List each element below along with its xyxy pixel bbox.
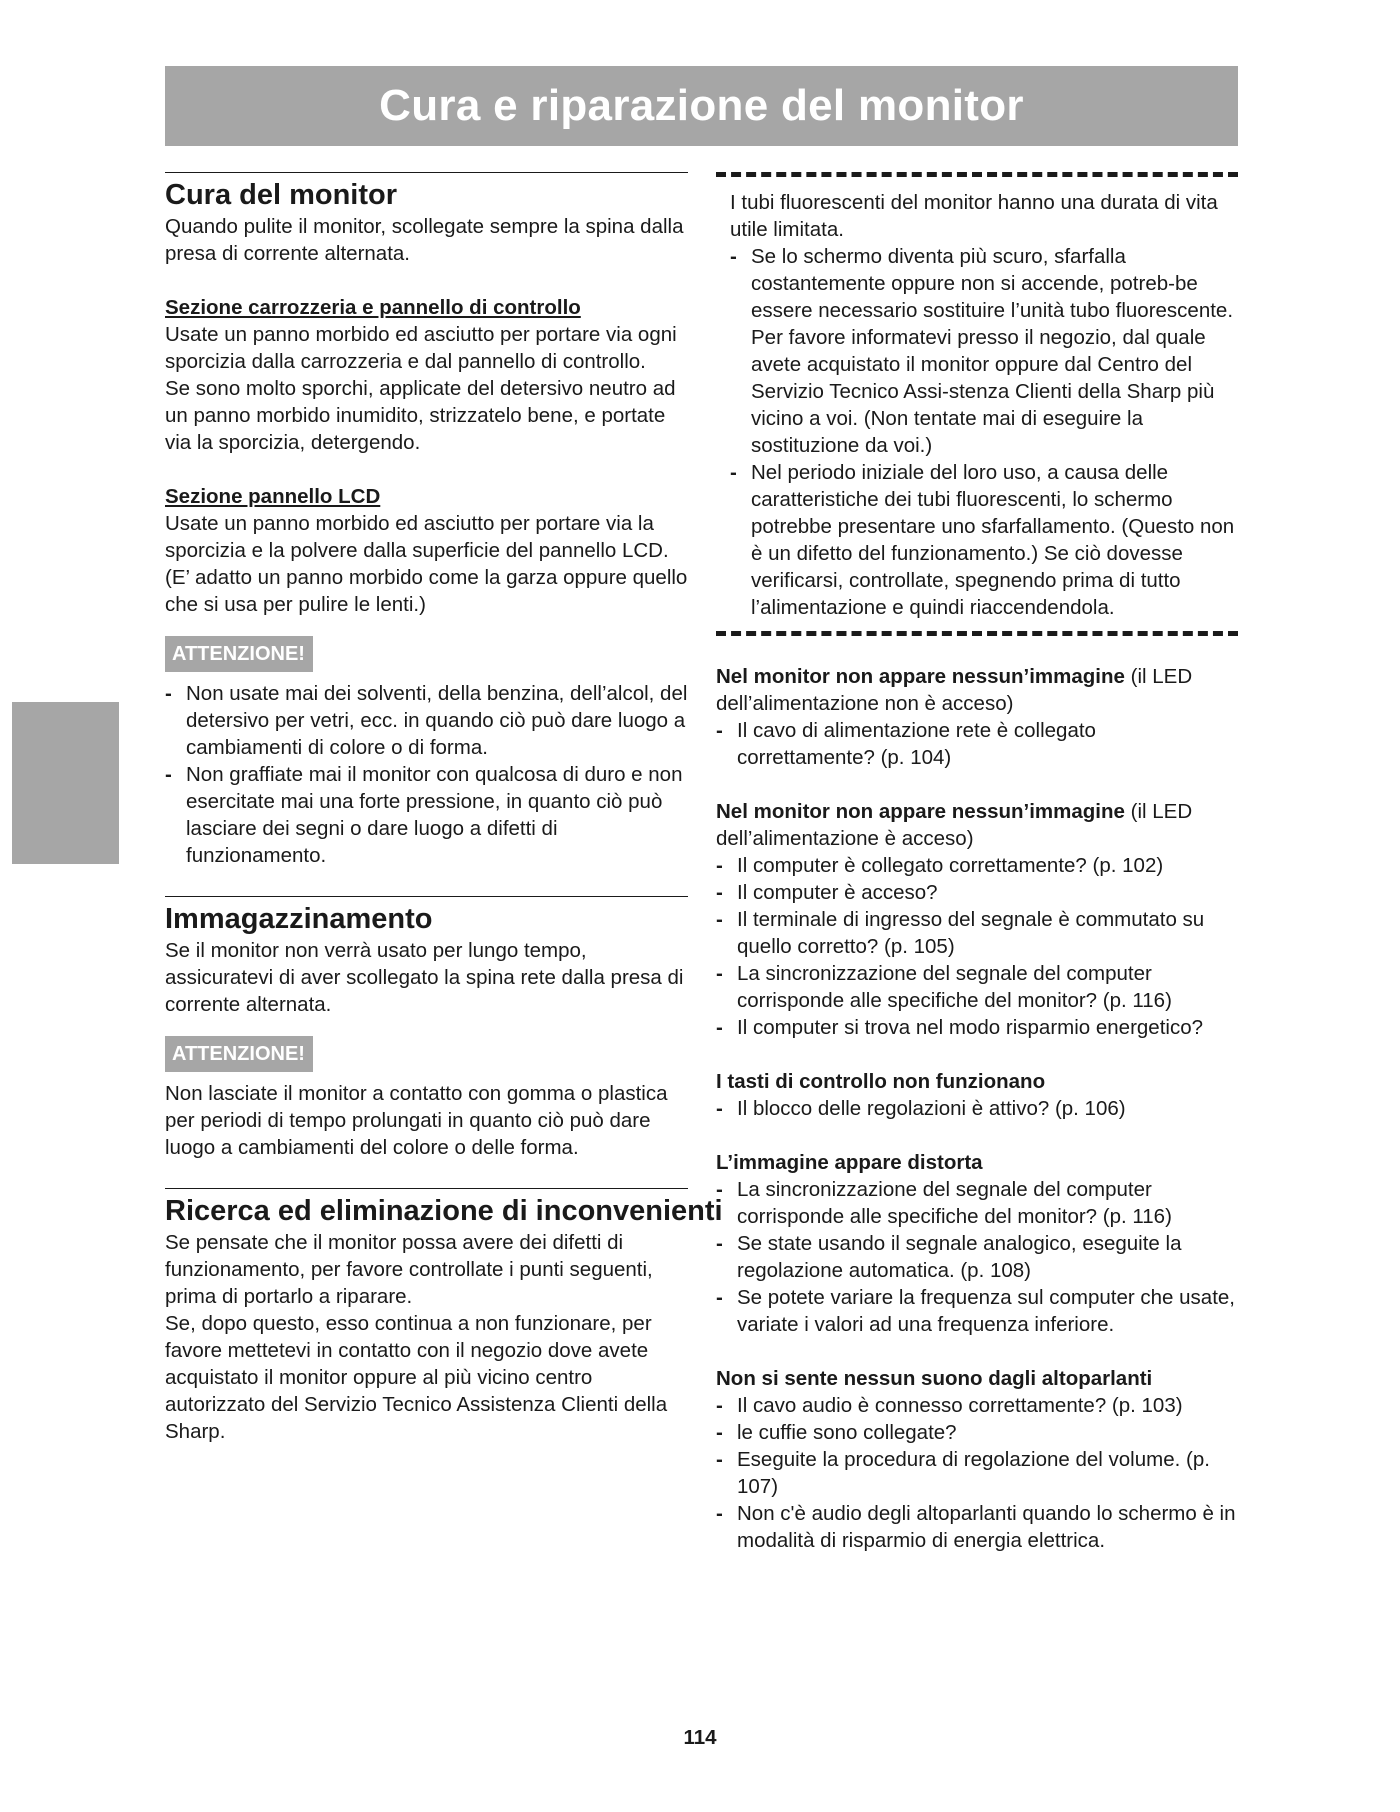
issue-block	[716, 663, 1238, 771]
issue-checklist	[716, 717, 1238, 771]
storage-heading: Immagazzinamento	[165, 903, 433, 935]
list-item: - Il blocco delle regolazioni è attivo? (p. 106)	[716, 1095, 1238, 1122]
issue-block	[716, 1365, 1238, 1554]
page-title: Cura e riparazione del monitor	[379, 81, 1024, 130]
list-item: - le cuffie sono collegate?	[716, 1419, 1238, 1446]
issue-block	[716, 1068, 1238, 1122]
troubleshooting-text-1: Se pensate che il monitor possa avere dei difetti di funzionamento, per favore controllate i punti seguenti, prima di portarlo a riparare.	[165, 1231, 653, 1308]
issue-checklist	[716, 1095, 1238, 1122]
troubleshooting-heading: Ricerca ed eliminazione di inconvenienti	[165, 1195, 723, 1227]
body-section-text-2: Se sono molto sporchi, applicate del detersivo neutro ad un panno morbido inumidito, strizzatelo bene, e portate via la sporcizia, detergendo.	[165, 377, 676, 454]
list-item: - Se potete variare la frequenza sul computer che usate, variate i valori ad una frequenza inferiore.	[716, 1284, 1238, 1338]
right-column	[716, 172, 1238, 1554]
issue-title: I tasti di controllo non funzionano	[716, 1070, 1046, 1093]
list-item: - La sincronizzazione del segnale del computer corrisponde alle specifiche del monitor? (p. 116)	[716, 960, 1238, 1014]
list-item: - Il cavo audio è connesso correttamente? (p. 103)	[716, 1392, 1238, 1419]
issue-note: (il LED dell’alimentazione è acceso)	[716, 800, 1193, 850]
issue-block	[716, 1149, 1238, 1338]
troubleshooting-text-2: Se, dopo questo, esso continua a non funzionare, per favore mettetevi in contatto con il negozio dove avete acquistato il monitor oppure al più vicino centro autorizzato del Servizio Tecnico Assistenza Clienti della Sharp.	[165, 1312, 668, 1443]
page-title-bar	[165, 66, 1238, 146]
fluorescent-tube-note	[716, 177, 1238, 631]
list-item: - Eseguite la procedura di regolazione del volume. (p. 107)	[716, 1446, 1238, 1500]
list-item: - Se state usando il segnale analogico, eseguite la regolazione automatica. (p. 108)	[716, 1230, 1238, 1284]
issue-note: (il LED dell’alimentazione non è acceso)	[716, 665, 1193, 715]
issue-title: Nel monitor non appare nessun’immagine	[716, 800, 1125, 823]
storage-intro: Se il monitor non verrà usato per lungo tempo, assicuratevi di aver scollegato la spina rete dalla presa di corrente alternata.	[165, 939, 684, 1016]
list-item: - Il terminale di ingresso del segnale è commutato su quello corretto? (p. 105)	[716, 906, 1238, 960]
lcd-section-subheading: Sezione pannello LCD	[165, 485, 381, 508]
issue-title: L’immagine appare distorta	[716, 1151, 983, 1174]
note-list	[730, 243, 1238, 621]
note-intro: I tubi fluorescenti del monitor hanno una durata di vita utile limitata.	[730, 191, 1218, 241]
list-item: - La sincronizzazione del segnale del computer corrisponde alle specifiche del monitor? (p. 116)	[716, 1176, 1238, 1230]
list-item: - Non c'è audio degli altoparlanti quando lo schermo è in modalità di risparmio di energia elettrica.	[716, 1500, 1238, 1554]
issue-block	[716, 798, 1238, 1041]
side-tab-marker	[12, 702, 119, 864]
warning-badge: ATTENZIONE!	[165, 1036, 313, 1072]
list-item: - Nel periodo iniziale del loro uso, a causa delle caratteristiche dei tubi fluorescenti, lo schermo potrebbe presentare uno sfarfallamento. (Questo non è un difetto del funzionamento.) Se ciò dovesse verificarsi, controllate, spegnendo prima di tutto l’alimentazione e quindi riaccendendola.	[730, 459, 1238, 621]
issue-checklist	[716, 1392, 1238, 1554]
body-section-text-1: Usate un panno morbido ed asciutto per portare via ogni sporcizia dalla carrozzeria e dal pannello di controllo.	[165, 323, 677, 373]
list-item: - Non graffiate mai il monitor con qualcosa di duro e non esercitate mai una forte pressione, in quanto ciò può lasciare dei segni o dare luogo a difetti di funzionamento.	[165, 761, 688, 869]
body-section-subheading: Sezione carrozzeria e pannello di controllo	[165, 296, 581, 319]
issue-title: Non si sente nessun suono dagli altoparlanti	[716, 1367, 1153, 1390]
care-warnings-list	[165, 680, 688, 869]
issue-checklist	[716, 852, 1238, 1041]
section-divider	[165, 896, 688, 897]
list-item: - Il cavo di alimentazione rete è collegato correttamente? (p. 104)	[716, 717, 1238, 771]
issue-title: Nel monitor non appare nessun’immagine	[716, 665, 1125, 688]
care-intro: Quando pulite il monitor, scollegate sempre la spina dalla presa di corrente alternata.	[165, 215, 684, 265]
list-item: - Il computer si trova nel modo risparmio energetico?	[716, 1014, 1238, 1041]
list-item: - Il computer è collegato correttamente? (p. 102)	[716, 852, 1238, 879]
section-divider	[165, 172, 688, 173]
list-item: - Non usate mai dei solventi, della benzina, dell’alcol, del detersivo per vetri, ecc. in quando ciò può dare luogo a cambiamenti di colore o di forma.	[165, 680, 688, 761]
care-heading: Cura del monitor	[165, 179, 398, 211]
page-number: 114	[683, 1726, 717, 1749]
left-column	[165, 172, 723, 1445]
issue-checklist	[716, 1176, 1238, 1338]
warning-badge: ATTENZIONE!	[165, 636, 313, 672]
lcd-section-text: Usate un panno morbido ed asciutto per portare via la sporcizia e la polvere dalla superficie del pannello LCD. (E’ adatto un panno morbido come la garza oppure quello che si usa per pulire le lenti.)	[165, 512, 688, 616]
list-item: - Il computer è acceso?	[716, 879, 1238, 906]
storage-warning-text: Non lasciate il monitor a contatto con gomma o plastica per periodi di tempo prolungati in quanto ciò può dare luogo a cambiamenti del colore o delle forma.	[165, 1082, 668, 1159]
list-item: - Se lo schermo diventa più scuro, sfarfalla costantemente oppure non si accende, potreb-be essere necessario sostituire l’unità tubo fluorescente. Per favore informatevi presso il negozio, dal quale avete acquistato il monitor oppure dal Centro del Servizio Tecnico Assi-stenza Clienti della Sharp più vicino a voi. (Non tentate mai di eseguire la sostituzione da voi.)	[730, 243, 1238, 459]
section-divider	[165, 1188, 688, 1189]
